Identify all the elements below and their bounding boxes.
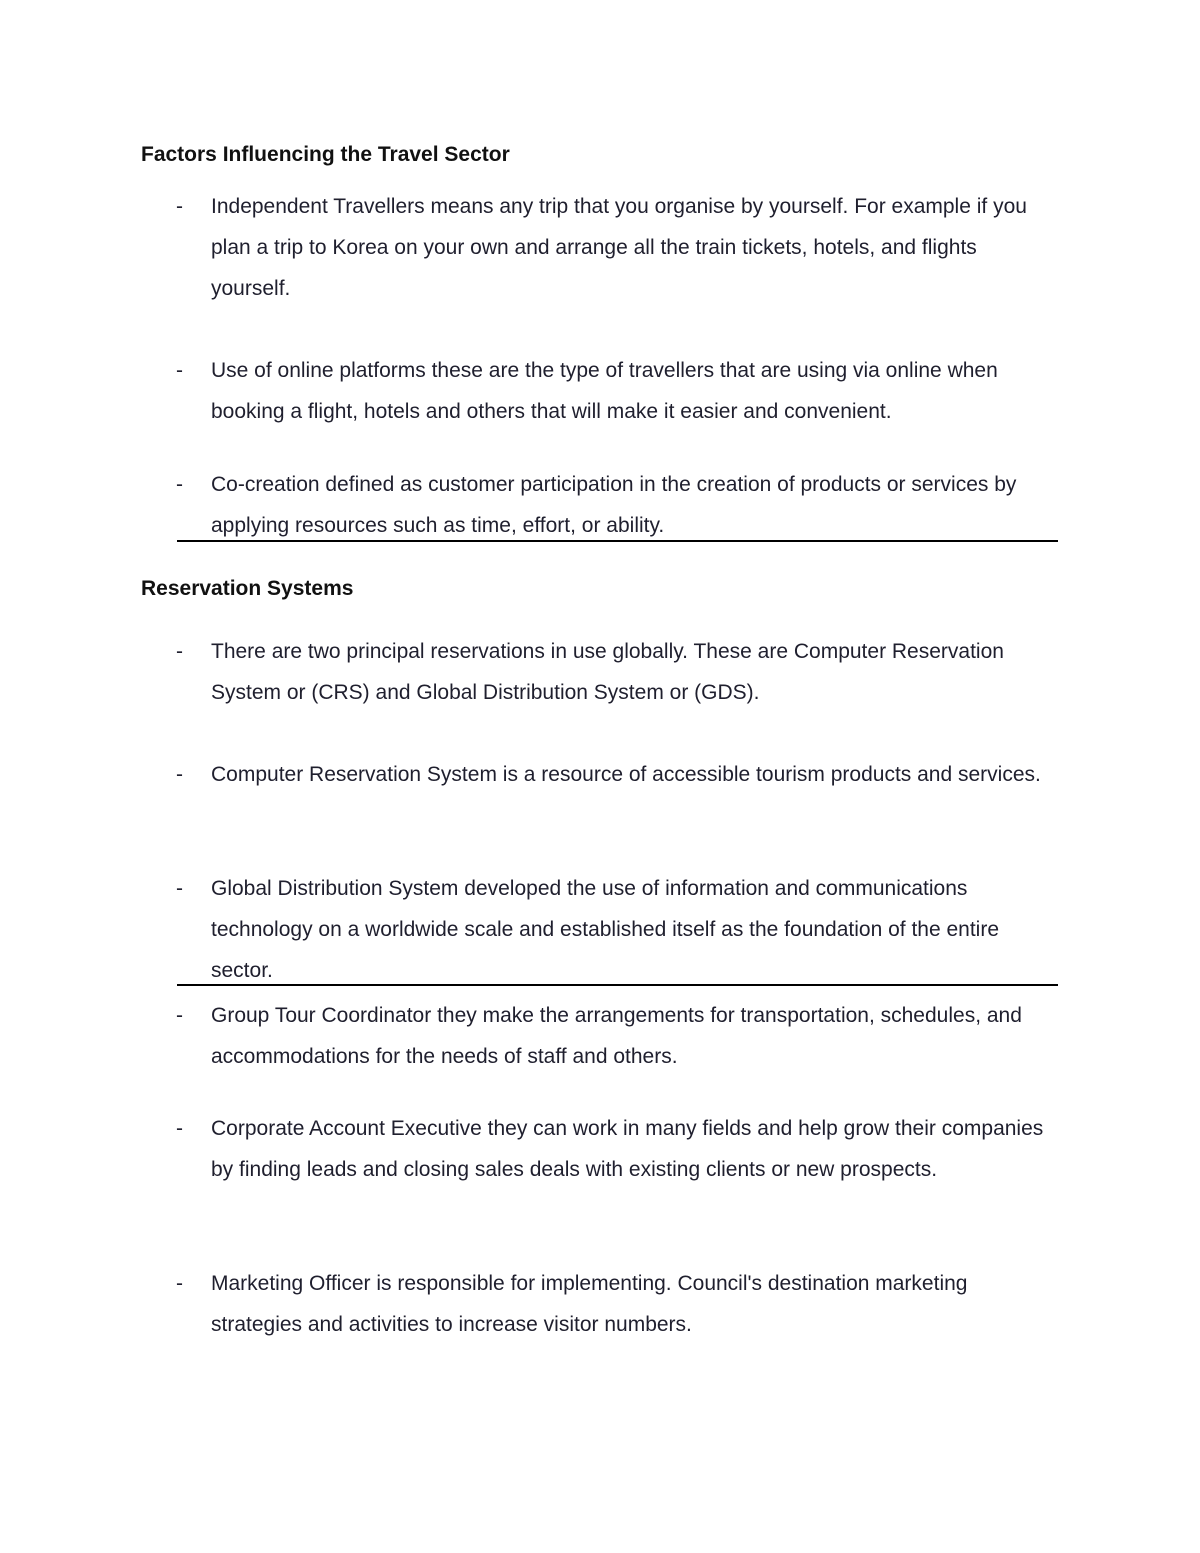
list-item-marketing-officer: [176, 1263, 1056, 1345]
bullet-dash: -: [176, 473, 183, 496]
list-item-crs: [176, 754, 1056, 795]
bullet-dash: -: [176, 1117, 183, 1140]
list-item-text: Global Distribution System developed the use of information and communications technology on a worldwide scale and established itself as the foundation of the entire sector.: [211, 877, 1000, 982]
list-item-text: There are two principal reservations in use globally. These are Computer Reservation System or (CRS) and Global Distribution System or (GDS).: [211, 640, 1004, 704]
horizontal-rule: [177, 540, 1058, 542]
list-item-text: Co-creation defined as customer participation in the creation of products or services by applying resources such as time, effort, or ability.: [211, 473, 1017, 537]
list-item-text: Marketing Officer is responsible for implementing. Council's destination marketing strategies and activities to increase visitor numbers.: [211, 1272, 968, 1336]
list-item-gds: [176, 868, 1056, 991]
list-item-text: Group Tour Coordinator they make the arrangements for transportation, schedules, and accommodations for the needs of staff and others.: [211, 1004, 1022, 1068]
bullet-dash: -: [176, 1272, 183, 1295]
section-heading-travel-factors: Factors Influencing the Travel Sector: [141, 143, 510, 166]
list-item-text: Corporate Account Executive they can work in many fields and help grow their companies by finding leads and closing sales deals with existing clients or new prospects.: [211, 1117, 1044, 1181]
list-item-corporate-account-executive: [176, 1108, 1056, 1190]
bullet-dash: -: [176, 763, 183, 786]
bullet-dash: -: [176, 1004, 183, 1027]
bullet-dash: -: [176, 195, 183, 218]
list-item-text: Computer Reservation System is a resource of accessible tourism products and services.: [211, 763, 1041, 786]
list-item-text: Independent Travellers means any trip that you organise by yourself. For example if you plan a trip to Korea on your own and arrange all the train tickets, hotels, and flights yourself.: [211, 195, 1027, 300]
bullet-dash: -: [176, 877, 183, 900]
horizontal-rule: [177, 984, 1058, 986]
list-item-independent-travellers: [176, 186, 1056, 309]
bullet-dash: -: [176, 359, 183, 382]
list-item-principal-reservations: [176, 631, 1056, 713]
list-item-group-tour-coordinator: [176, 995, 1056, 1077]
section-heading-reservation-systems: Reservation Systems: [141, 577, 354, 600]
list-item-text: Use of online platforms these are the type of travellers that are using via online when booking a flight, hotels and others that will make it easier and convenient.: [211, 359, 998, 423]
bullet-dash: -: [176, 640, 183, 663]
list-item-online-platforms: [176, 350, 1056, 432]
list-item-co-creation: [176, 464, 1056, 546]
